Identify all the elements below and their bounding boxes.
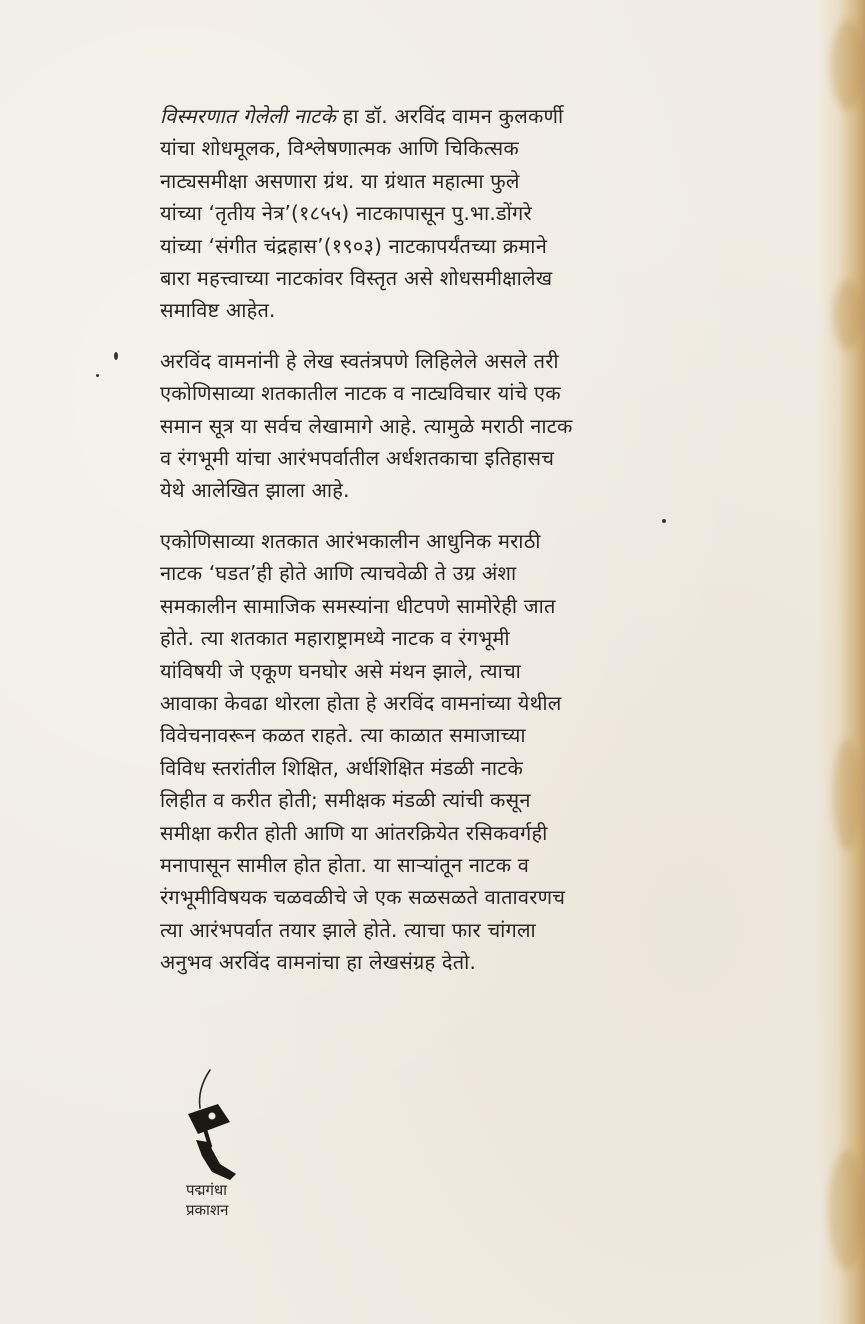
paragraph-2-line-3: समान सूत्र या सर्वच लेखामागे आहे. त्यामुळे मराठी नाटक (160, 413, 573, 438)
paragraph-2 (160, 345, 690, 507)
paragraph-2-line-1: अरविंद वामनांनी हे लेख स्वतंत्रपणे लिहिलेले असले तरी (160, 348, 559, 373)
paragraph-3-line-13: त्या आरंभपर्वात तयार झाले होते. त्याचा फार चांगला (160, 917, 536, 942)
paragraph-1-line-3: नाट्यसमीक्षा असणारा ग्रंथ. या ग्रंथात महात्मा फुले (160, 168, 520, 193)
stain-lower-right (833, 740, 861, 850)
paragraph-3-line-9: लिहीत व करीत होती; समीक्षक मंडळी त्यांची कसून (160, 788, 531, 813)
paragraph-3-line-2: नाटक ‘घडत’ही होते आणि त्याचवेळी ते उग्र अंशा (160, 561, 517, 586)
paragraph-1 (160, 100, 690, 327)
paragraph-1-line-5: यांच्या ‘संगीत चंद्रहास’(१९०३) नाटकापर्यंतच्या क्रमाने (160, 233, 547, 258)
paragraph-3-line-5: यांविषयी जे एकूण घनघोर असे मंथन झाले, त्याचा (160, 658, 522, 683)
paragraph-2-line-4: व रंगभूमी यांचा आरंभपर्वातील अर्धशतकाचा इतिहासच (160, 446, 555, 471)
paragraph-3-line-7: विवेचनावरून कळत राहते. त्या काळात समाजाच्या (160, 723, 526, 748)
paragraph-3-line-14: अनुभव अरविंद वामनांचा हा लेखसंग्रह देतो. (160, 950, 477, 975)
speck-left (114, 352, 118, 360)
paragraph-1-line-1-text: हा डॉ. अरविंद वामन कुलकर्णी (342, 104, 564, 128)
paragraph-1-line-4: यांच्या ‘तृतीय नेत्र’(१८५५) नाटकापासून पु.भा.डोंगरे (160, 201, 532, 226)
page-edge-stain (817, 0, 865, 1324)
paragraph-2-line-5: येथे आलेखित झाला आहे. (160, 478, 350, 503)
publisher-line-2: प्रकाशन (186, 1201, 229, 1219)
stain-mid-right (833, 280, 863, 350)
paragraph-1-line-6: बारा महत्त्वाच्या नाटकांवर विस्तृत असे शोधसमीक्षालेख (160, 266, 553, 291)
speck-left-small (96, 374, 99, 377)
paragraph-3-line-8: विविध स्तरांतील शिक्षित, अर्धशिक्षित मंडळी नाटके (160, 755, 524, 780)
paragraph-3-line-4: होते. त्या शतकात महाराष्ट्रामध्ये नाटक व रंगभूमी (160, 626, 510, 651)
publisher-line-1: पद्मगंधा (186, 1181, 228, 1199)
publisher-name (186, 1180, 228, 1220)
paragraph-3-line-3: समकालीन सामाजिक समस्यांना धीटपणे सामोरेही जात (160, 593, 556, 618)
paragraph-1-line-7: समाविष्ट आहेत. (160, 298, 276, 323)
paragraph-1-line-1 (160, 100, 690, 132)
paragraph-3-line-6: आवाका केवढा थोरला होता हे अरविंद वामनांच्या येथील (160, 690, 562, 715)
paragraph-3-line-1: एकोणिसाव्या शतकात आरंभकालीन आधुनिक मराठी (160, 528, 541, 553)
stain-top-right (831, 20, 865, 110)
book-title-italic: विस्मरणात गेलेली नाटके (160, 104, 337, 128)
paragraph-3 (160, 525, 690, 979)
paragraph-3-line-12: रंगभूमीविषयक चळवळीचे जे एक सळसळते वातावरणच (160, 885, 566, 910)
paragraph-3-line-10: समीक्षा करीत होती आणि या आंतरक्रियेत रसिकवर्गही (160, 820, 548, 845)
blurb-text (160, 100, 690, 997)
paragraph-2-line-2: एकोणिसाव्या शतकातील नाटक व नाट्यविचार यांचे एक (160, 381, 561, 406)
stain-bottom-right (829, 1150, 865, 1270)
paragraph-3-line-11: मनापासून सामील होत होता. या साऱ्यांतून नाटक व (160, 852, 530, 877)
paragraph-1-line-2: यांचा शोधमूलक, विश्लेषणात्मक आणि चिकित्सक (160, 136, 519, 161)
